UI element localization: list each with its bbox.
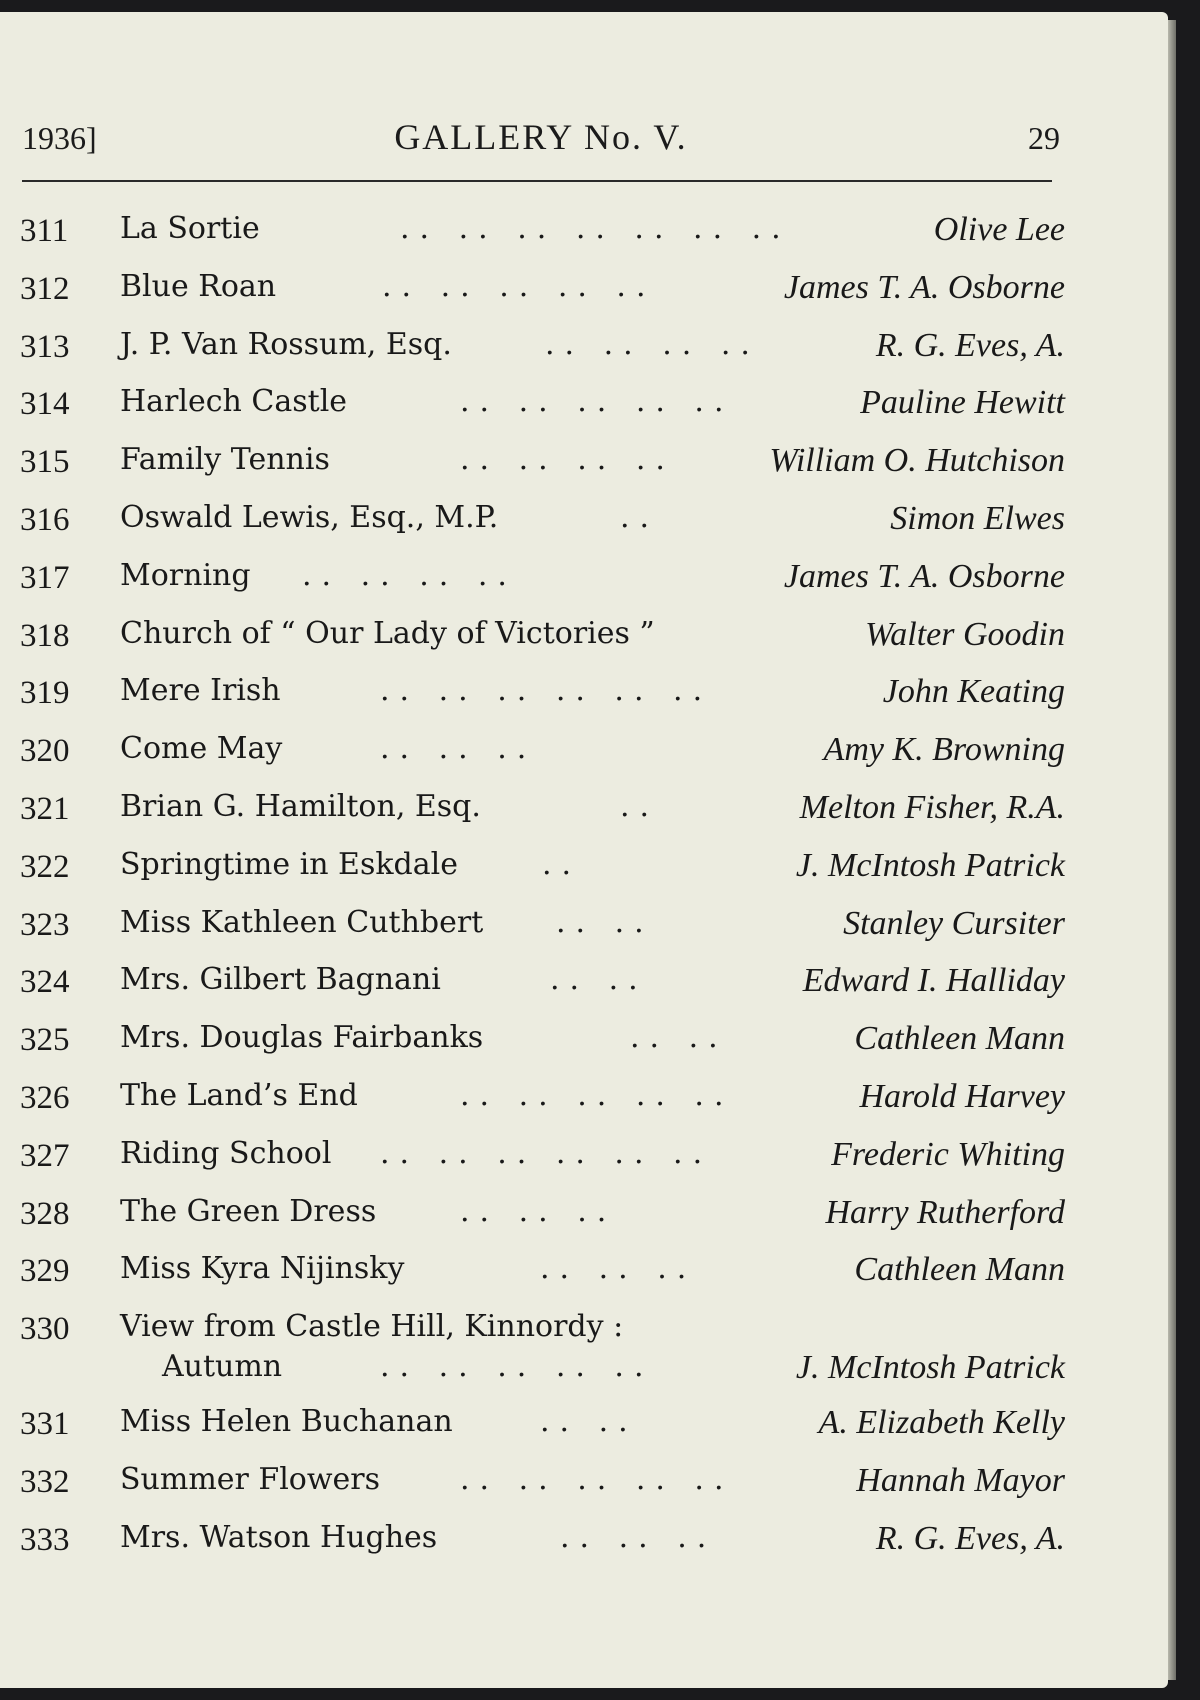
catalogue-entry (20, 1514, 1065, 1572)
catalogue-entry (20, 321, 1065, 379)
leader-dots: .. .. .. .. (460, 442, 675, 478)
entry-title: Oswald Lewis, Esq., M.P. (120, 499, 499, 535)
entry-artist: Cathleen Mann (854, 1251, 1065, 1289)
entry-number: 325 (20, 1022, 70, 1059)
leader-dots: .. .. .. .. .. (382, 268, 656, 304)
entry-title: View from Castle Hill, Kinnordy : (120, 1309, 624, 1345)
entry-title: Miss Helen Buchanan (120, 1404, 453, 1440)
entry-number: 314 (20, 386, 70, 423)
leader-dots: .. .. .. .. .. (460, 384, 734, 420)
catalogue-entry (20, 725, 1065, 783)
leader-dots: .. .. .. .. .. .. .. (400, 211, 791, 246)
entry-number: 328 (20, 1195, 70, 1232)
entry-title: Brian G. Hamilton, Esq. (120, 788, 481, 824)
entry-title: Mrs. Watson Hughes (120, 1519, 438, 1555)
entry-artist: John Keating (882, 673, 1065, 711)
leader-dots: .. .. .. .. .. .. (380, 673, 713, 709)
leader-dots: .. .. (556, 904, 654, 940)
entry-title: Mere Irish (120, 673, 281, 709)
entry-number: 312 (20, 270, 70, 307)
entry-title: Miss Kathleen Cuthbert (120, 904, 484, 940)
entry-title: Family Tennis (120, 442, 330, 478)
entry-title: Mrs. Douglas Fairbanks (120, 1020, 484, 1056)
entry-number: 318 (20, 617, 70, 654)
leader-dots: .. .. (550, 962, 648, 998)
entry-number: 322 (20, 848, 70, 885)
entry-number: 320 (20, 733, 70, 770)
entry-artist: William O. Hutchison (769, 442, 1065, 480)
entry-artist: Harold Harvey (859, 1077, 1065, 1115)
catalogue-entry (20, 610, 1065, 668)
entry-number: 332 (20, 1463, 70, 1500)
entry-title: La Sortie (120, 211, 260, 246)
catalogue-entry (20, 783, 1065, 841)
entry-artist: J. McIntosh Patrick (795, 1349, 1065, 1387)
page-edge (1168, 20, 1176, 1680)
entry-title: J. P. Van Rossum, Esq. (120, 326, 452, 362)
leader-dots: .. .. .. .. .. (380, 1349, 654, 1385)
entry-number: 319 (20, 675, 70, 712)
entry-title: Church of “ Our Lady of Victories ” (120, 615, 655, 651)
leader-dots: .. (542, 846, 582, 882)
entry-title: Blue Roan (120, 268, 277, 304)
entry-title: Summer Flowers (120, 1461, 381, 1497)
entry-number: 323 (20, 906, 70, 943)
entry-artist: Amy K. Browning (823, 731, 1065, 769)
entry-title: Come May (120, 731, 283, 767)
entry-artist: Frederic Whiting (831, 1135, 1065, 1173)
entry-artist: Hannah Mayor (856, 1461, 1065, 1499)
entry-number: 311 (20, 213, 69, 249)
entry-number: 333 (20, 1521, 70, 1558)
entry-title: Morning (120, 557, 251, 593)
catalogue-entry (20, 263, 1065, 321)
catalogue-entry (20, 1456, 1065, 1514)
entry-title: Riding School (120, 1135, 332, 1171)
leader-dots: .. (620, 788, 660, 824)
entry-title: The Land’s End (120, 1077, 358, 1113)
leader-dots: .. .. .. .. (302, 557, 517, 593)
catalogue-entry (20, 1188, 1065, 1246)
header-year: 1936] (22, 120, 97, 156)
catalogue-entry (20, 436, 1065, 494)
leader-dots: .. .. .. (460, 1193, 617, 1229)
leader-dots: .. .. .. (560, 1519, 717, 1555)
entry-title-continued: Autumn (162, 1349, 283, 1385)
entry-number: 321 (20, 790, 70, 827)
entry-title: Harlech Castle (120, 384, 348, 420)
leader-dots: .. .. (540, 1404, 638, 1440)
page-number: 29 (1028, 120, 1060, 156)
leader-dots: .. .. .. (540, 1251, 697, 1287)
entry-number: 316 (20, 501, 70, 538)
leader-dots: .. .. .. .. .. (460, 1461, 734, 1497)
leader-dots: .. .. .. .. (545, 326, 760, 362)
entry-artist: Simon Elwes (890, 499, 1065, 537)
entry-artist: Edward I. Halliday (802, 962, 1065, 1000)
leader-dots: .. .. .. (380, 731, 537, 767)
entry-number: 331 (20, 1406, 70, 1443)
entry-number: 327 (20, 1137, 70, 1174)
catalogue-entry (20, 378, 1065, 436)
catalogue-entry (20, 494, 1065, 552)
entry-number: 326 (20, 1079, 70, 1116)
catalogue-entry (20, 1072, 1065, 1130)
entry-artist: Melton Fisher, R.A. (799, 788, 1065, 826)
entry-artist: R. G. Eves, A. (875, 326, 1065, 364)
entry-title: Mrs. Gilbert Bagnani (120, 962, 441, 998)
entry-artist: R. G. Eves, A. (875, 1519, 1065, 1557)
entry-number: 315 (20, 444, 70, 481)
entry-title: Miss Kyra Nijinsky (120, 1251, 405, 1287)
entry-title: The Green Dress (120, 1193, 377, 1229)
header-rule (22, 180, 1052, 182)
entry-number: 317 (20, 559, 70, 596)
catalogue-list (20, 205, 1065, 1572)
entry-artist: Walter Goodin (865, 615, 1065, 653)
entry-artist: J. McIntosh Patrick (795, 846, 1065, 884)
leader-dots: .. (620, 499, 660, 535)
catalogue-entry (20, 205, 1065, 263)
catalogue-entry (20, 1303, 1065, 1398)
catalogue-entry (20, 1398, 1065, 1456)
catalogue-entry (20, 841, 1065, 899)
entry-artist: Pauline Hewitt (860, 384, 1065, 422)
catalogue-entry (20, 552, 1065, 610)
entry-number: 329 (20, 1253, 70, 1290)
entry-number: 313 (20, 328, 70, 365)
catalogue-entry (20, 1130, 1065, 1188)
catalogue-entry (20, 956, 1065, 1014)
leader-dots: .. .. (630, 1020, 728, 1056)
entry-number: 330 (20, 1311, 70, 1348)
leader-dots: .. .. .. .. .. (460, 1077, 734, 1113)
entry-artist: James T. A. Osborne (783, 557, 1065, 595)
entry-artist: Stanley Cursiter (843, 904, 1065, 942)
entry-title: Springtime in Eskdale (120, 846, 458, 882)
entry-artist: Cathleen Mann (854, 1020, 1065, 1058)
leader-dots: .. .. .. .. .. .. (380, 1135, 713, 1171)
entry-artist: Harry Rutherford (825, 1193, 1065, 1231)
entry-artist: Olive Lee (933, 211, 1065, 248)
entry-artist: A. Elizabeth Kelly (818, 1404, 1065, 1442)
catalogue-entry (20, 899, 1065, 957)
page-header (22, 112, 1060, 172)
catalogue-entry (20, 1014, 1065, 1072)
catalogue-entry (20, 1245, 1065, 1303)
entry-artist: James T. A. Osborne (783, 268, 1065, 306)
entry-number: 324 (20, 964, 70, 1001)
catalogue-entry (20, 667, 1065, 725)
header-title: GALLERY No. V. (394, 117, 688, 157)
